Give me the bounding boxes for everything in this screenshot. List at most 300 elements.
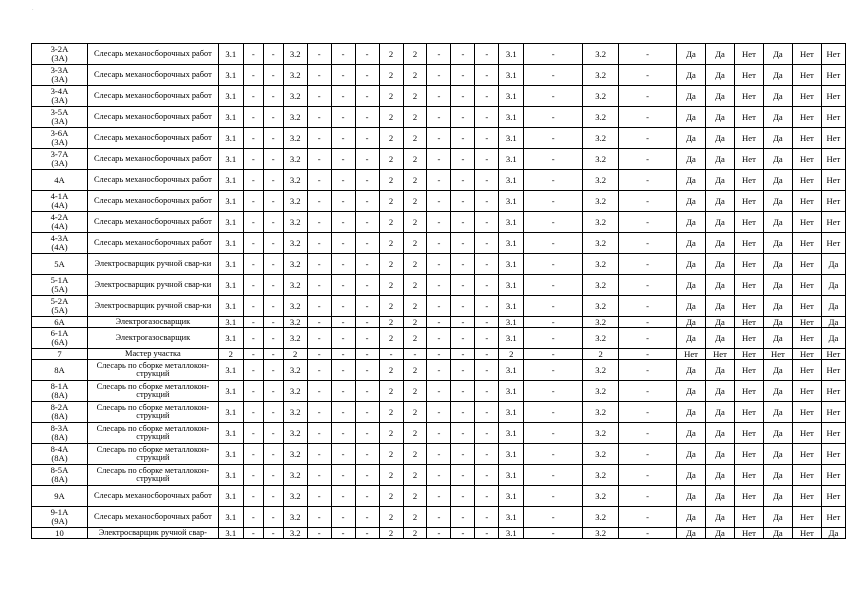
value-cell: -	[243, 233, 263, 254]
value-cell: Нет	[792, 212, 821, 233]
value-cell: Да	[677, 507, 706, 528]
occupation-name-cell: Слесарь механосборочных работ	[87, 212, 218, 233]
value-cell: Да	[705, 528, 734, 539]
value-cell: Да	[677, 328, 706, 349]
value-cell: -	[427, 349, 451, 360]
value-cell: -	[475, 86, 499, 107]
value-cell: 2	[379, 149, 403, 170]
value-cell: Да	[705, 128, 734, 149]
value-cell: Да	[821, 296, 845, 317]
value-cell: 3.2	[283, 275, 307, 296]
value-cell: Нет	[792, 296, 821, 317]
value-cell: Нет	[734, 170, 763, 191]
value-cell: -	[243, 507, 263, 528]
value-cell: -	[619, 275, 677, 296]
value-cell: 3.2	[283, 444, 307, 465]
value-cell: -	[263, 44, 283, 65]
row-id-cell: 3-2А (3А)	[32, 44, 88, 65]
value-cell: Да	[763, 444, 792, 465]
value-cell: -	[451, 107, 475, 128]
value-cell: 2	[379, 444, 403, 465]
occupation-name-cell: Мастер участка	[87, 349, 218, 360]
value-cell: 3.2	[583, 65, 619, 86]
value-cell: -	[331, 107, 355, 128]
value-cell: Нет	[734, 465, 763, 486]
value-cell: -	[307, 402, 331, 423]
value-cell: 3.2	[583, 317, 619, 328]
value-cell: -	[451, 170, 475, 191]
value-cell: -	[243, 360, 263, 381]
value-cell: -	[619, 444, 677, 465]
value-cell: Нет	[821, 44, 845, 65]
occupation-name-cell: Электросварщик ручной свар-ки	[87, 275, 218, 296]
value-cell: -	[243, 465, 263, 486]
value-cell: 3.2	[283, 65, 307, 86]
value-cell: 3.2	[583, 149, 619, 170]
value-cell: 2	[379, 507, 403, 528]
value-cell: Нет	[792, 128, 821, 149]
value-cell: -	[331, 233, 355, 254]
value-cell: -	[475, 275, 499, 296]
value-cell: -	[331, 486, 355, 507]
value-cell: -	[307, 381, 331, 402]
value-cell: -	[475, 528, 499, 539]
value-cell: 2	[403, 360, 427, 381]
value-cell: -	[427, 149, 451, 170]
value-cell: 3.2	[583, 507, 619, 528]
value-cell: -	[263, 328, 283, 349]
value-cell: -	[427, 465, 451, 486]
value-cell: -	[475, 233, 499, 254]
value-cell: Нет	[792, 528, 821, 539]
value-cell: -	[331, 170, 355, 191]
occupation-name-cell: Электрогазосварщик	[87, 317, 218, 328]
value-cell: 2	[403, 86, 427, 107]
value-cell: -	[307, 507, 331, 528]
value-cell: -	[307, 86, 331, 107]
table-row	[32, 86, 846, 107]
value-cell: -	[243, 381, 263, 402]
row-id-cell: 10	[32, 528, 88, 539]
occupation-name-cell: Слесарь механосборочных работ	[87, 65, 218, 86]
workplace-conditions-table	[31, 43, 846, 539]
value-cell: 3.1	[218, 381, 243, 402]
value-cell: Нет	[792, 191, 821, 212]
value-cell: -	[619, 86, 677, 107]
value-cell: -	[307, 360, 331, 381]
value-cell: Нет	[821, 349, 845, 360]
value-cell: Нет	[792, 275, 821, 296]
occupation-name-cell: Слесарь механосборочных работ	[87, 507, 218, 528]
occupation-name-cell: Слесарь по сборке металлокон-струкций	[87, 423, 218, 444]
value-cell: -	[263, 107, 283, 128]
value-cell: 3.2	[283, 528, 307, 539]
value-cell: -	[619, 296, 677, 317]
value-cell: -	[427, 275, 451, 296]
value-cell: 3.2	[283, 486, 307, 507]
value-cell: -	[355, 317, 379, 328]
value-cell: Нет	[734, 381, 763, 402]
value-cell: Нет	[792, 402, 821, 423]
value-cell: -	[427, 328, 451, 349]
value-cell: -	[355, 254, 379, 275]
value-cell: 3.1	[218, 128, 243, 149]
value-cell: 3.1	[499, 212, 524, 233]
value-cell: 2	[403, 328, 427, 349]
value-cell: 2	[379, 275, 403, 296]
occupation-name-cell: Слесарь механосборочных работ	[87, 107, 218, 128]
value-cell: 2	[379, 107, 403, 128]
table-row	[32, 254, 846, 275]
value-cell: -	[427, 65, 451, 86]
value-cell: Да	[821, 317, 845, 328]
value-cell: -	[427, 444, 451, 465]
value-cell: -	[307, 212, 331, 233]
value-cell: -	[427, 170, 451, 191]
value-cell: Нет	[792, 349, 821, 360]
row-id-cell: 6-1А (6А)	[32, 328, 88, 349]
value-cell: Да	[677, 86, 706, 107]
value-cell: -	[619, 191, 677, 212]
value-cell: -	[263, 254, 283, 275]
value-cell: -	[263, 360, 283, 381]
value-cell: 3.1	[499, 296, 524, 317]
value-cell: -	[263, 86, 283, 107]
value-cell: Нет	[792, 65, 821, 86]
value-cell: -	[307, 65, 331, 86]
value-cell: Да	[763, 423, 792, 444]
occupation-name-cell: Электросварщик ручной свар-	[87, 528, 218, 539]
value-cell: -	[475, 170, 499, 191]
row-id-cell: 8-1А (8А)	[32, 381, 88, 402]
value-cell: -	[307, 328, 331, 349]
value-cell: Нет	[821, 423, 845, 444]
value-cell: Да	[821, 254, 845, 275]
value-cell: Нет	[734, 212, 763, 233]
value-cell: Нет	[821, 507, 845, 528]
value-cell: -	[355, 402, 379, 423]
value-cell: Нет	[734, 296, 763, 317]
value-cell: 3.1	[499, 254, 524, 275]
value-cell: 3.1	[218, 254, 243, 275]
table-row	[32, 381, 846, 402]
value-cell: -	[524, 507, 583, 528]
value-cell: -	[355, 191, 379, 212]
row-id-cell: 9-1А (9А)	[32, 507, 88, 528]
table-row	[32, 296, 846, 317]
row-id-cell: 3-7А (3А)	[32, 149, 88, 170]
value-cell: -	[263, 444, 283, 465]
value-cell: -	[331, 128, 355, 149]
table-row	[32, 317, 846, 328]
value-cell: 3.2	[283, 254, 307, 275]
value-cell: 2	[379, 465, 403, 486]
value-cell: -	[451, 486, 475, 507]
value-cell: Да	[677, 381, 706, 402]
value-cell: 3.2	[583, 44, 619, 65]
value-cell: Да	[677, 444, 706, 465]
value-cell: -	[331, 328, 355, 349]
value-cell: Да	[763, 317, 792, 328]
table-row	[32, 191, 846, 212]
value-cell: -	[524, 328, 583, 349]
value-cell: -	[307, 107, 331, 128]
value-cell: Да	[705, 296, 734, 317]
value-cell: -	[243, 444, 263, 465]
value-cell: 2	[283, 349, 307, 360]
value-cell: Да	[763, 128, 792, 149]
value-cell: 2	[583, 349, 619, 360]
value-cell: -	[524, 423, 583, 444]
value-cell: -	[427, 317, 451, 328]
value-cell: -	[307, 44, 331, 65]
value-cell: Да	[677, 275, 706, 296]
value-cell: -	[263, 528, 283, 539]
value-cell: Да	[705, 44, 734, 65]
value-cell: Да	[821, 275, 845, 296]
value-cell: -	[243, 528, 263, 539]
value-cell: 2	[403, 296, 427, 317]
value-cell: 3.1	[218, 44, 243, 65]
value-cell: -	[619, 507, 677, 528]
value-cell: 2	[403, 528, 427, 539]
value-cell: 2	[403, 254, 427, 275]
value-cell: -	[243, 149, 263, 170]
value-cell: -	[475, 254, 499, 275]
value-cell: Да	[677, 191, 706, 212]
value-cell: -	[243, 275, 263, 296]
value-cell: 3.2	[283, 233, 307, 254]
value-cell: Нет	[734, 317, 763, 328]
value-cell: -	[451, 296, 475, 317]
value-cell: Да	[763, 381, 792, 402]
value-cell: Да	[677, 360, 706, 381]
value-cell: Нет	[734, 254, 763, 275]
value-cell: Да	[705, 381, 734, 402]
table-row	[32, 107, 846, 128]
value-cell: -	[355, 233, 379, 254]
value-cell: -	[475, 149, 499, 170]
value-cell: -	[307, 170, 331, 191]
occupation-name-cell: Слесарь механосборочных работ	[87, 233, 218, 254]
value-cell: -	[475, 191, 499, 212]
value-cell: 2	[379, 328, 403, 349]
value-cell: -	[619, 128, 677, 149]
value-cell: Нет	[792, 44, 821, 65]
value-cell: 3.2	[583, 423, 619, 444]
value-cell: 3.1	[499, 44, 524, 65]
value-cell: 3.1	[218, 191, 243, 212]
value-cell: Да	[677, 296, 706, 317]
value-cell: Да	[705, 328, 734, 349]
value-cell: -	[619, 149, 677, 170]
value-cell: Да	[763, 328, 792, 349]
value-cell: Да	[677, 149, 706, 170]
value-cell: -	[619, 381, 677, 402]
value-cell: -	[263, 402, 283, 423]
value-cell: -	[475, 444, 499, 465]
value-cell: Да	[705, 402, 734, 423]
value-cell: -	[331, 381, 355, 402]
value-cell: -	[263, 149, 283, 170]
value-cell: 3.1	[499, 507, 524, 528]
occupation-name-cell: Слесарь механосборочных работ	[87, 170, 218, 191]
value-cell: -	[263, 212, 283, 233]
value-cell: -	[427, 107, 451, 128]
value-cell: -	[307, 191, 331, 212]
row-id-cell: 4-2А (4А)	[32, 212, 88, 233]
value-cell: 3.1	[499, 444, 524, 465]
value-cell: 3.1	[499, 486, 524, 507]
occupation-name-cell: Слесарь механосборочных работ	[87, 128, 218, 149]
value-cell: -	[263, 465, 283, 486]
value-cell: 2	[403, 317, 427, 328]
value-cell: -	[331, 423, 355, 444]
value-cell: Нет	[821, 381, 845, 402]
value-cell: Да	[677, 402, 706, 423]
value-cell: Да	[763, 233, 792, 254]
value-cell: -	[524, 360, 583, 381]
value-cell: Да	[705, 65, 734, 86]
value-cell: Да	[821, 328, 845, 349]
value-cell: Нет	[734, 86, 763, 107]
value-cell: -	[243, 191, 263, 212]
value-cell: 3.1	[499, 128, 524, 149]
value-cell: Да	[705, 507, 734, 528]
row-id-cell: 4-3А (4А)	[32, 233, 88, 254]
value-cell: -	[427, 212, 451, 233]
value-cell: -	[355, 444, 379, 465]
value-cell: -	[475, 44, 499, 65]
row-id-cell: 5-1А (5А)	[32, 275, 88, 296]
value-cell: Да	[677, 128, 706, 149]
row-id-cell: 7	[32, 349, 88, 360]
value-cell: Да	[677, 486, 706, 507]
value-cell: 3.1	[499, 149, 524, 170]
value-cell: Нет	[821, 465, 845, 486]
value-cell: 3.2	[583, 328, 619, 349]
value-cell: -	[263, 486, 283, 507]
value-cell: -	[379, 349, 403, 360]
value-cell: 3.1	[218, 86, 243, 107]
value-cell: 3.2	[583, 128, 619, 149]
value-cell: 3.2	[283, 170, 307, 191]
value-cell: -	[355, 107, 379, 128]
value-cell: 2	[403, 191, 427, 212]
value-cell: -	[524, 465, 583, 486]
value-cell: -	[331, 402, 355, 423]
value-cell: -	[619, 328, 677, 349]
row-id-cell: 6А	[32, 317, 88, 328]
value-cell: -	[331, 191, 355, 212]
value-cell: -	[524, 486, 583, 507]
table-row	[32, 149, 846, 170]
value-cell: -	[243, 170, 263, 191]
value-cell: Нет	[792, 170, 821, 191]
occupation-name-cell: Электрогазосварщик	[87, 328, 218, 349]
table-row	[32, 170, 846, 191]
value-cell: -	[475, 107, 499, 128]
value-cell: -	[243, 423, 263, 444]
value-cell: Да	[705, 212, 734, 233]
value-cell: 3.2	[283, 317, 307, 328]
table-row	[32, 360, 846, 381]
value-cell: -	[427, 191, 451, 212]
value-cell: -	[331, 212, 355, 233]
value-cell: -	[331, 349, 355, 360]
value-cell: 3.2	[583, 486, 619, 507]
value-cell: 2	[379, 254, 403, 275]
value-cell: Да	[677, 528, 706, 539]
value-cell: -	[619, 65, 677, 86]
value-cell: -	[263, 128, 283, 149]
value-cell: -	[243, 254, 263, 275]
value-cell: Да	[705, 317, 734, 328]
value-cell: -	[243, 328, 263, 349]
value-cell: 2	[403, 65, 427, 86]
value-cell: 3.1	[218, 444, 243, 465]
value-cell: -	[331, 149, 355, 170]
value-cell: Нет	[677, 349, 706, 360]
value-cell: 2	[379, 360, 403, 381]
page-mark: ·	[32, 8, 34, 13]
value-cell: Да	[705, 233, 734, 254]
value-cell: Нет	[734, 444, 763, 465]
value-cell: Да	[763, 402, 792, 423]
value-cell: 2	[379, 65, 403, 86]
value-cell: -	[451, 149, 475, 170]
value-cell: Нет	[734, 233, 763, 254]
value-cell: Нет	[792, 360, 821, 381]
value-cell: -	[331, 465, 355, 486]
value-cell: -	[451, 128, 475, 149]
value-cell: 3.1	[499, 65, 524, 86]
value-cell: -	[263, 191, 283, 212]
value-cell: Нет	[821, 233, 845, 254]
value-cell: Нет	[734, 486, 763, 507]
row-id-cell: 8-5А (8А)	[32, 465, 88, 486]
value-cell: -	[263, 317, 283, 328]
value-cell: -	[475, 328, 499, 349]
table-row	[32, 212, 846, 233]
table-row	[32, 486, 846, 507]
value-cell: 3.2	[583, 170, 619, 191]
value-cell: Да	[677, 465, 706, 486]
value-cell: -	[355, 86, 379, 107]
value-cell: -	[475, 128, 499, 149]
value-cell: -	[355, 65, 379, 86]
value-cell: 3.1	[218, 65, 243, 86]
value-cell: 3.2	[283, 86, 307, 107]
value-cell: -	[355, 296, 379, 317]
value-cell: Да	[677, 254, 706, 275]
value-cell: -	[475, 349, 499, 360]
value-cell: -	[524, 149, 583, 170]
value-cell: 2	[379, 317, 403, 328]
value-cell: -	[427, 381, 451, 402]
value-cell: -	[475, 212, 499, 233]
value-cell: -	[331, 65, 355, 86]
value-cell: 3.1	[499, 170, 524, 191]
value-cell: Да	[677, 65, 706, 86]
value-cell: -	[427, 86, 451, 107]
value-cell: -	[619, 349, 677, 360]
value-cell: Нет	[792, 444, 821, 465]
value-cell: Да	[677, 233, 706, 254]
value-cell: -	[355, 507, 379, 528]
value-cell: Да	[763, 65, 792, 86]
value-cell: 3.2	[283, 296, 307, 317]
